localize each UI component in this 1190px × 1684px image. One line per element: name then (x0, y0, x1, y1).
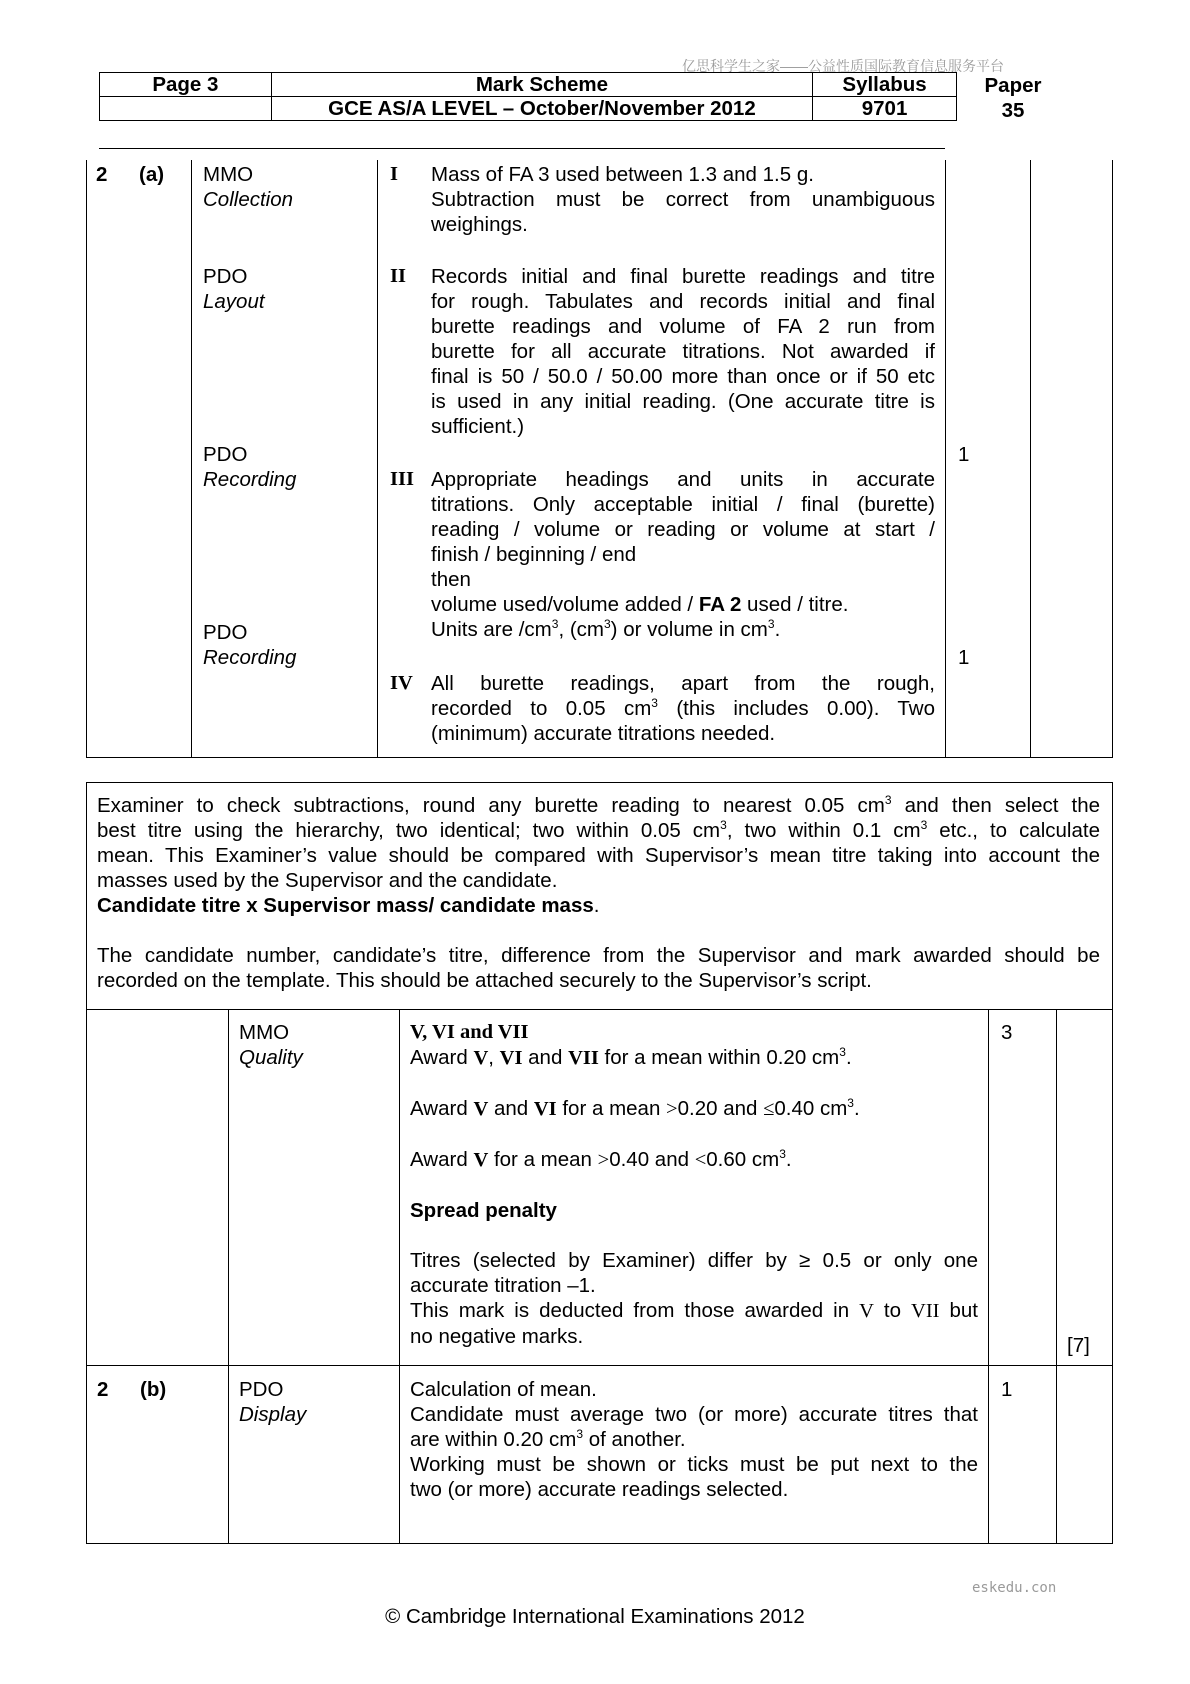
criterion-II-text: Records initial and final burette readings and titre for rough. Tabulates and records initial and final burette readings and volume of FA 2 run from burette for all accurate titrations. Not awarded if final is 50 / 50.0 / 50.00 more than once or if 50 etc is used in any initial reading. (One accurate titre is sufficient.) (431, 265, 935, 438)
watermark-top: 亿思科学生之家——公益性质国际教育信息服务平台 (682, 58, 1004, 74)
skill-area: Recording (203, 646, 297, 669)
paper-number: 35 (1001, 99, 1025, 122)
skill-area: Layout (203, 290, 265, 313)
header-table (99, 72, 957, 121)
header-underline (99, 148, 945, 149)
skill-code: PDO (203, 443, 248, 466)
skill-code: MMO (203, 163, 254, 186)
skill-code: MMO (239, 1021, 290, 1044)
q2a-part: (a) (139, 163, 165, 186)
q2a-number: 2 (96, 163, 108, 186)
criterion-numeral: I (390, 163, 398, 185)
criterion-numeral: IV (390, 672, 413, 694)
criterion-III-text: Appropriate headings and units in accurate titrations. Only acceptable initial / final (burette) reading / volume or reading or volume at start / finish / beginning / end then volume used/volume added / FA 2 used / titre. Units are $/cm^3$, $(cm^3)$ or volume in $cm^3$. (431, 468, 935, 641)
total-marks: [7] (1067, 1334, 1090, 1357)
skill-code: PDO (203, 265, 248, 288)
mark-value: 3 (1001, 1021, 1013, 1044)
watermark-bottom: eskedu.con (972, 1580, 1057, 1596)
q2a-block (86, 160, 1113, 758)
syllabus-label: Syllabus (813, 73, 957, 97)
mark-value: 1 (1001, 1378, 1013, 1401)
syllabus-code: 9701 (813, 97, 957, 121)
criterion-IV-text: All burette readings, apart from the rough, recorded to 0.05 $cm^3$ (this includes 0.00). Two (minimum) accurate titrations needed. (431, 672, 935, 745)
page-number: Page 3 (100, 73, 272, 97)
quality-criteria: V, VI and VII Award V, VI and VII for a mean within 0.20 $cm^3$. Award V and VI for a mean >0.20 and ≤0.40 $cm^3$. Award V for a mean >0.40 and <0.60 $cm^3$. Spread penalty Titres (selected by Examiner) differ by ≥ 0.5 or only one accurate titration –1. This mark is deducted from those awarded in V to VII but no negative marks. (410, 1021, 978, 1348)
paper-label: Paper (984, 74, 1042, 97)
mark-value: 1 (958, 443, 970, 466)
footer-copyright: © Cambridge International Examinations 2012 (385, 1605, 805, 1628)
criterion-numeral: III (390, 468, 414, 490)
mark-value: 1 (958, 646, 970, 669)
q2b-number: 2 (97, 1378, 109, 1401)
header-title: Mark Scheme (271, 73, 812, 97)
skill-area: Collection (203, 188, 294, 211)
exam-name: GCE AS/A LEVEL – October/November 2012 (271, 97, 812, 121)
skill-area: Recording (203, 468, 297, 491)
q2b-criteria: Calculation of mean. Candidate must average two (or more) accurate titres that are within 0.20 $cm^3$ of another. Working must be shown or ticks must be put next to the two (or more) accurate readings selected. (410, 1378, 978, 1501)
q2b-part: (b) (140, 1378, 167, 1401)
criterion-I-text: Mass of FA 3 used between 1.3 and 1.5 g. Subtraction must be correct from unambiguous weighings. (431, 163, 935, 236)
criterion-numeral: II (390, 265, 406, 287)
examiner-note: Examiner to check subtractions, round any burette reading to nearest 0.05 $cm^3$ and then select the best titre using the hierarchy, two identical; two within 0.05 $cm^3$, two within 0.1 $cm^3$ etc., to calculate mean. This Examiner’s value should be compared with Supervisor’s mean titre taking into account the masses used by the Supervisor and the candidate. Candidate titre x Supervisor mass/ candidate mass. The candidate number, candidate’s titre, difference from the Supervisor and mark awarded should be recorded on the template. This should be attached securely to the Supervisor’s script. (97, 793, 1101, 992)
skill-area: Quality (239, 1046, 303, 1069)
skill-code: PDO (239, 1378, 284, 1401)
examiner-section (86, 782, 1113, 1544)
skill-area: Display (239, 1403, 307, 1426)
skill-code: PDO (203, 621, 248, 644)
